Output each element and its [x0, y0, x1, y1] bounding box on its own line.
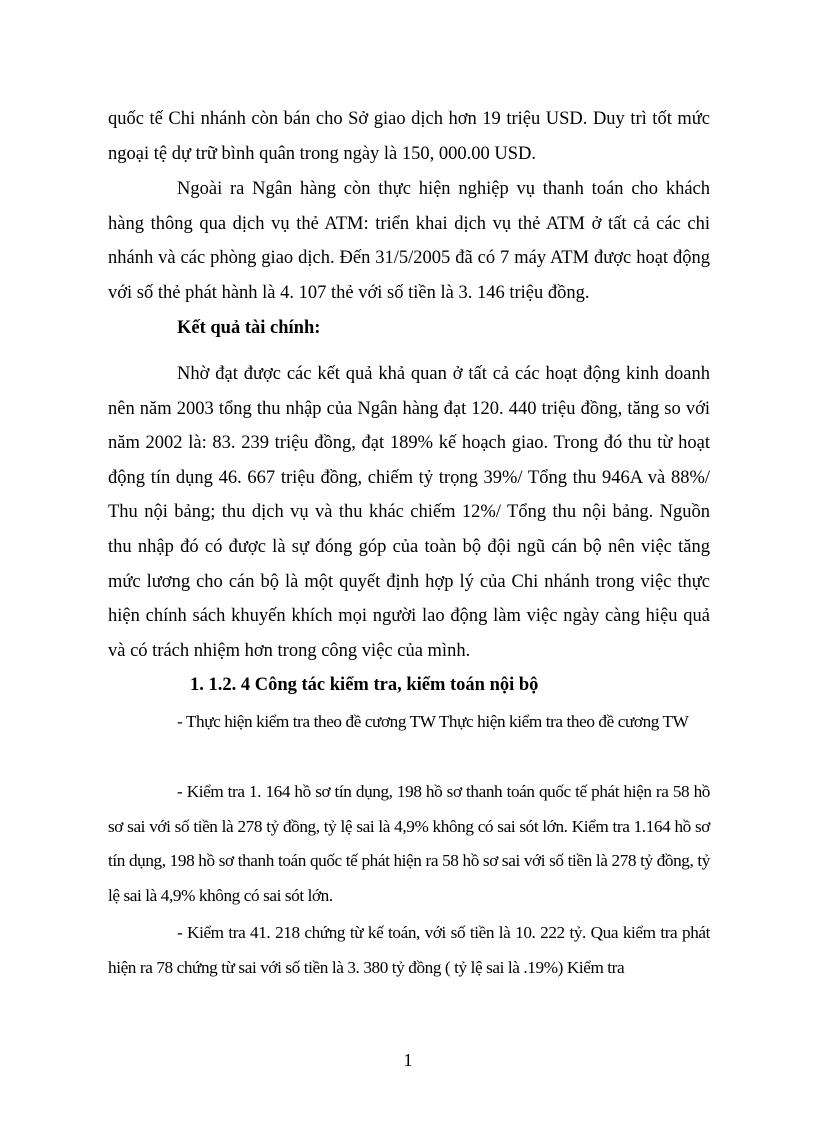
- paragraph-audit-outline: - Thực hiện kiểm tra theo đề cương TW Thực hiện kiểm tra theo đề cương TW: [177, 712, 689, 731]
- heading-financial-results: Kết quả tài chính:: [177, 318, 321, 338]
- page-number: 1: [403, 1050, 413, 1070]
- paragraph-credit-files-check: - Kiểm tra 1. 164 hồ sơ tín dụng, 198 hồ sơ thanh toán quốc tế phát hiện ra 58 hồ sơ sai với số tiền là 278 tỷ đồng, tỷ lệ sai là 4,9% không có sai sót lớn. Kiểm tra 1.164 hồ sơ tín dụng, 198 hồ sơ thanh toán quốc tế phát hiện ra 58 hồ sơ sai với số tiền là 278 tỷ đồng, tỷ lệ sai là 4,9% không có sai sót lớn.: [108, 782, 710, 905]
- heading-internal-audit: 1. 1.2. 4 Công tác kiểm tra, kiểm toán nội bộ: [190, 675, 539, 695]
- paragraph-financial-results: Nhờ đạt được các kết quả khả quan ở tất cả các hoạt động kinh doanh nên năm 2003 tổng thu nhập của Ngân hàng đạt 120. 440 triệu đồng, tăng so với năm 2002 là: 83. 239 triệu đồng, đạt 189% kế hoạch giao. Trong đó thu từ hoạt động tín dụng 46. 667 triệu đồng, chiếm tỷ trọng 39%/ Tổng thu 946A và 88%/ Thu nội bảng; thu dịch vụ và thu khác chiếm 12%/ Tổng thu nội bảng. Nguồn thu nhập đó có được là sự đóng góp của toàn bộ đội ngũ cán bộ nên việc tăng mức lương cho cán bộ là một quyết định hợp lý của Chi nhánh trong việc thực hiện chính sách khuyến khích mọi người lao động làm việc ngày càng hiệu quả và có trách nhiệm hơn trong công việc của mình.: [108, 364, 710, 661]
- paragraph-atm-services: Ngoài ra Ngân hàng còn thực hiện nghiệp vụ thanh toán cho khách hàng thông qua dịch vụ thẻ ATM: triển khai dịch vụ thẻ ATM ở tất cả các chi nhánh và các phòng giao dịch. Đến 31/5/2005 đã có 7 máy ATM được hoạt động với số thẻ phát hành là 4. 107 thẻ với số tiền là 3. 146 triệu đồng.: [108, 179, 710, 303]
- paragraph-foreign-exchange: quốc tế Chi nhánh còn bán cho Sở giao dịch hơn 19 triệu USD. Duy trì tốt mức ngoại tệ dự trữ bình quân trong ngày là 150, 000.00 USD.: [108, 109, 710, 164]
- paragraph-accounting-vouchers-check: - Kiểm tra 41. 218 chứng từ kế toán, với số tiền là 10. 222 tỷ. Qua kiểm tra phát hiện ra 78 chứng từ sai với số tiền là 3. 380 tỷ đồng ( tỷ lệ sai là .19%) Kiểm tra: [108, 923, 710, 977]
